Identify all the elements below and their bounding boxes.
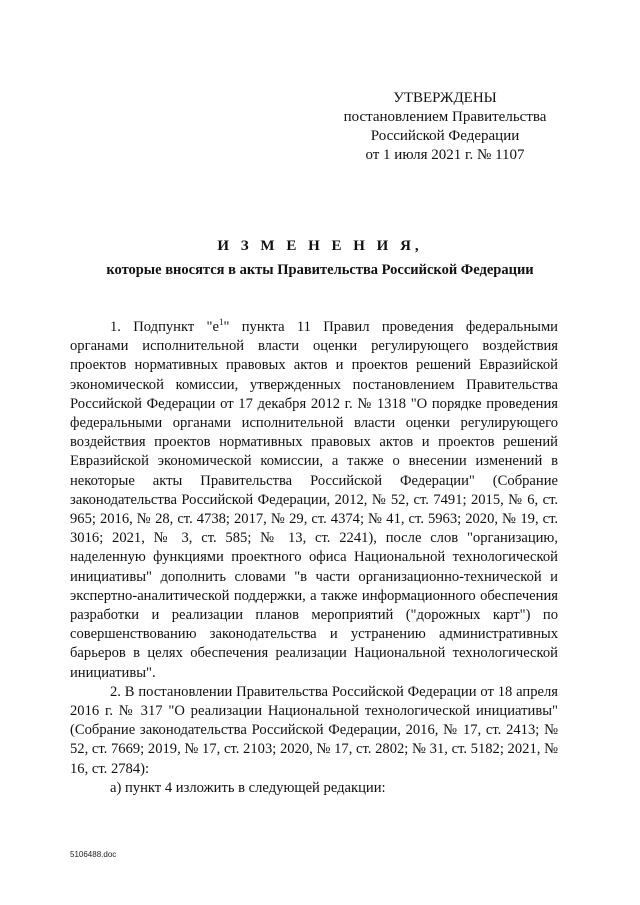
paragraph-3: а) пункт 4 изложить в следующей редакции: (110, 779, 386, 796)
paragraph-1-start: 1. Подпункт "е (110, 319, 219, 335)
approval-stamp (330, 89, 560, 165)
footer-file-code: 5106488.doc (70, 850, 117, 859)
paragraph-1-rest: " пункта 11 Правил проведения федеральными органами исполнительной власти оценки регулирующего воздействия проектов нормативных правовых актов и проектов решений Евразийской экономической комиссии, утвержденных постановлением Правительства Российской Федерации от 17 декабря 2012 г. № 1318 "О порядке проведения федеральными органами исполнительной власти оценки регулирующего воздействия проектов нормативных правовых актов и проектов решений Евразийской экономической комиссии, а также о внесении изменений в некоторые акты Правительства Российской Федерации" (Собрание законодательства Российской Федерации, 2012, № 52, ст. 7491; 2015, № 6, ст. 965; 2016, № 28, ст. 4738; 2017, № 29, ст. 4374; № 41, ст. 5963; 2020, № 19, ст. 3016; 2021, № 3, ст. 585; № 13, ст. 2241), после слов "организацию, наделенную функциями проектного офиса Национальной технологической инициативы" дополнить словами "в части организационно-технической и экспертно-аналитической поддержки, а также информационного обеспечения разработки и реализации планов мероприятий ("дорожных карт") по совершенствованию законодательства и устранению административных барьеров в целях обеспечения реализации Национальной технологической инициативы". (70, 319, 558, 681)
document-title: И З М Е Н Е Н И Я, (217, 238, 423, 254)
approval-heading: УТВЕРЖДЕНЫ (393, 90, 497, 106)
paragraph-1 (70, 318, 558, 683)
superscript-index: 1 (219, 317, 224, 328)
document-body (70, 318, 558, 798)
approval-line-2: Российской Федерации (370, 128, 520, 144)
approval-line-1: постановлением Правительства (343, 109, 547, 125)
approval-line-3: от 1 июля 2021 г. № 1107 (365, 147, 525, 163)
document-subtitle: которые вносятся в акты Правительства Российской Федерации (106, 262, 534, 278)
paragraph-2: 2. В постановлении Правительства Российской Федерации от 18 апреля 2016 г. № 317 "О реализации Национальной технологической инициативы" (Собрание законодательства Российской Федерации, 2016, № 17, ст. 2413; № 52, ст. 7669; 2019, № 17, ст. 2103; 2020, № 17, ст. 2802; № 31, ст. 5182; 2021, № 16, ст. 2784): (70, 683, 558, 777)
